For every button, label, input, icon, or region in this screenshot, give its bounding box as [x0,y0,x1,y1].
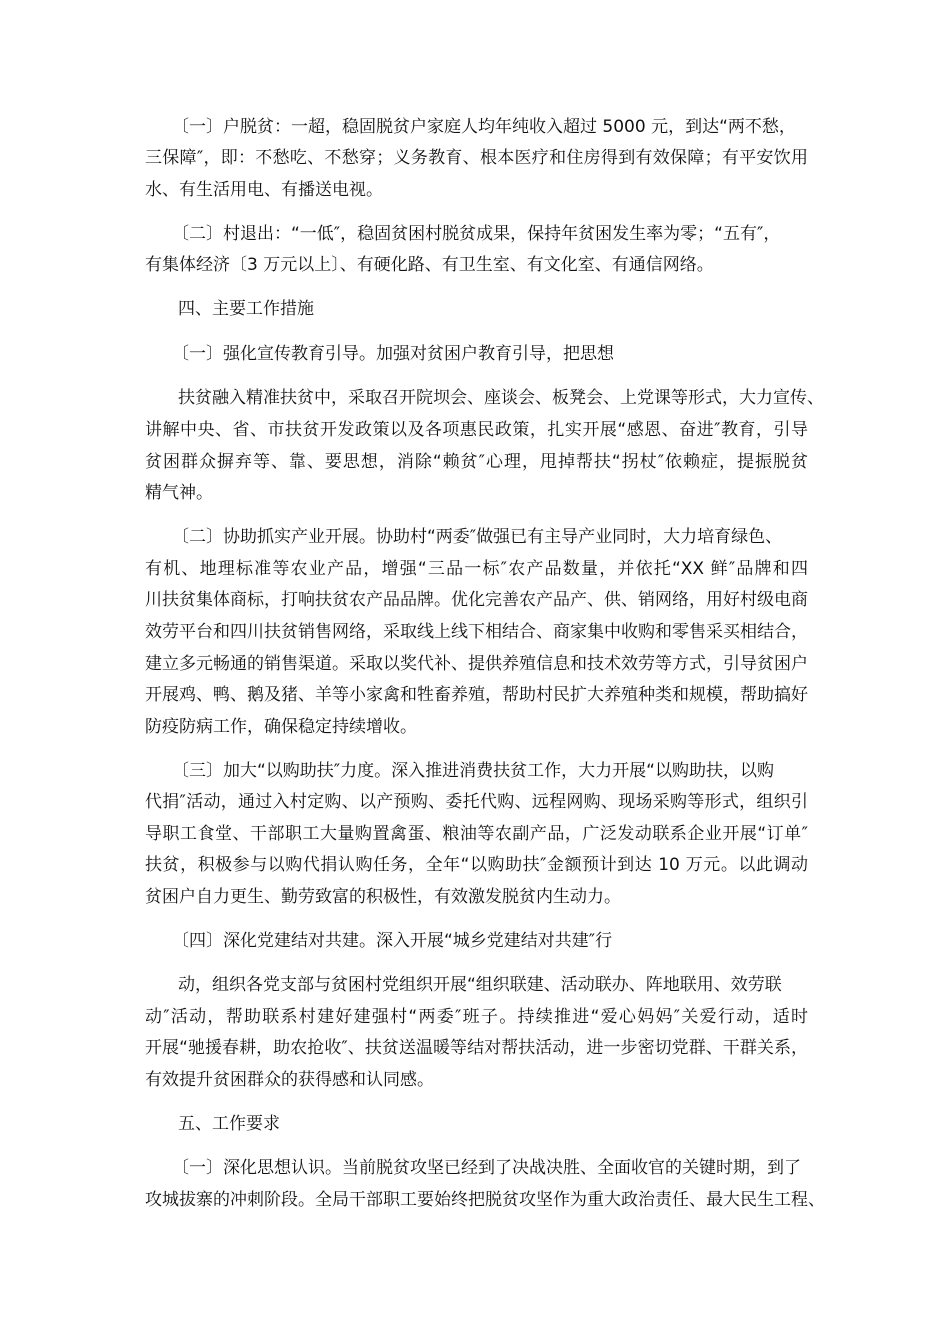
text-line: 〔一〕户脱贫：一超，稳固脱贫户家庭人均年纯收入超过 5000 元，到达“两不愁， [172,117,796,137]
text-line: 〔一〕强化宣传教育引导。加强对贫困户教育引导，把思想 [172,344,614,364]
text-line: 讲解中央、省、市扶贫开发政策以及各项惠民政策，扎实开展“感恩、奋进″教育，引导 [145,420,808,440]
text-line: 有效提升贫困群众的获得感和认同感。 [145,1070,434,1090]
text-line: 〔二〕协助抓实产业开展。协助村“两委″做强已有主导产业同时，大力培育绿色、 [172,527,783,547]
text-line: 开展“驰援春耕，助农抢收″、扶贫送温暖等结对帮扶活动，进一步密切党群、干群关系， [145,1038,808,1058]
text-line: 效劳平台和四川扶贫销售网络，采取线上线下相结合、商家集中收购和零售采买相结合， [145,622,808,642]
section-heading: 五、工作要求 [178,1114,280,1134]
text-line: 动″活动，帮助联系村建好建强村“两委″班子。持续推进“爱心妈妈″关爱行动，适时 [145,1007,808,1027]
text-line: 贫困户自力更生、勤劳致富的积极性，有效激发脱贫内生动力。 [145,887,621,907]
text-line: 〔三〕加大“以购助扶″力度。深入推进消费扶贫工作，大力开展“以购助扶，以购 [172,761,774,781]
text-line: 动，组织各党支部与贫困村党组织开展“组织联建、活动联办、阵地联用、效劳联 [178,975,782,995]
section-heading: 四、主要工作措施 [178,299,314,319]
text-line: 导职工食堂、干部职工大量购置禽蛋、粮油等农副产品，广泛发动联系企业开展“订单″ [145,824,808,844]
text-line: 扶贫融入精准扶贫中，采取召开院坝会、座谈会、板凳会、上党课等形式，大力宣传、 [178,388,824,408]
text-line: 有机、地理标准等农业产品，增强“三品一标″农产品数量，并依托“XX 鲜″品牌和四 [145,559,808,579]
text-line: 水、有生活用电、有播送电视。 [145,180,383,200]
text-line: 三保障″，即：不愁吃、不愁穿；义务教育、根本医疗和住房得到有效保障；有平安饮用 [145,148,808,168]
text-line: 〔四〕深化党建结对共建。深入开展“城乡党建结对共建″行 [172,931,613,951]
text-line: 代捐″活动，通过入村定购、以产预购、委托代购、远程网购、现场采购等形式，组织引 [145,792,808,812]
text-line: 〔二〕村退出：“一低″，稳固贫困村脱贫成果，保持年贫困发生率为零；“五有″， [172,224,781,244]
text-line: 贫困群众摒弃等、靠、要思想，消除“赖贫″心理，甩掉帮扶“拐杖″依赖症，提振脱贫 [145,452,808,472]
text-line: 精气神。 [145,483,213,503]
text-line: 扶贫，积极参与以购代捐认购任务，全年“以购助扶″金额预计到达 10 万元。以此调动 [145,855,808,875]
text-line: 防疫防病工作，确保稳定持续增收。 [145,717,417,737]
text-line: 川扶贫集体商标，打响扶贫农产品品牌。优化完善农产品产、供、销网络，用好村级电商 [145,590,808,610]
text-line: 开展鸡、鸭、鹅及猪、羊等小家禽和牲畜养殖，帮助村民扩大养殖种类和规模，帮助搞好 [145,685,808,705]
text-line: 建立多元畅通的销售渠道。采取以奖代补、提供养殖信息和技术效劳等方式，引导贫困户 [145,654,808,674]
text-line: 攻城拔寨的冲刺阶段。全局干部职工要始终把脱贫攻坚作为重大政治责任、最大民生工程、 [145,1190,825,1210]
text-line: 有集体经济〔3 万元以上〕、有硬化路、有卫生室、有文化室、有通信网络。 [145,255,714,275]
text-line: 〔一〕深化思想认识。当前脱贫攻坚已经到了决战决胜、全面收官的关键时期，到了 [172,1158,801,1178]
